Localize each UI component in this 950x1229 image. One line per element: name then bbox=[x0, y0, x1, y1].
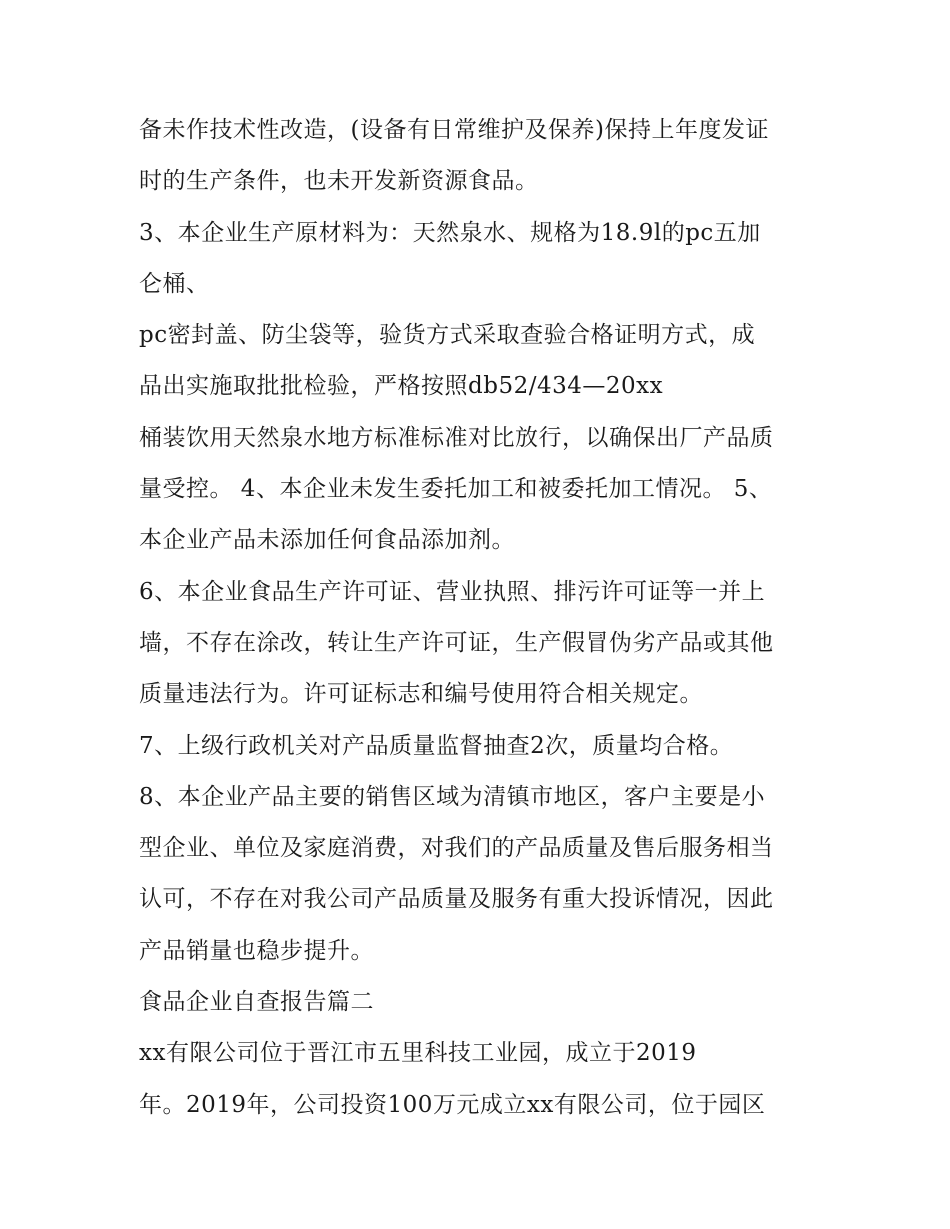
text-line: 仑桶、 bbox=[139, 270, 210, 297]
text-line: 6、本企业食品生产许可证、营业执照、排污许可证等一并上 bbox=[139, 578, 766, 605]
text-line: 7、上级行政机关对产品质量监督抽查2次，质量均合格。 bbox=[139, 732, 734, 759]
text-line: 品出实施取批批检验，严格按照db52/434—20xx bbox=[139, 373, 664, 400]
text-line: 年。2019年，公司投资100万元成立xx有限公司，位于园区 bbox=[139, 1091, 766, 1118]
text-line: 量受控。 4、本企业未发生委托加工和被委托加工情况。 5、 bbox=[139, 476, 773, 503]
text-line: 3、本企业生产原材料为：天然泉水、规格为18.9l的pc五加 bbox=[139, 219, 761, 246]
text-line: 型企业、单位及家庭消费，对我们的产品质量及售后服务相当 bbox=[139, 835, 774, 862]
text-line: 时的生产条件，也未开发新资源食品。 bbox=[139, 168, 539, 195]
text-line: pc密封盖、防尘袋等，验货方式采取查验合格证明方式，成 bbox=[139, 322, 756, 349]
text-line: xx有限公司位于晋江市五里科技工业园，成立于2019 bbox=[139, 1040, 697, 1067]
text-line: 认可，不存在对我公司产品质量及服务有重大投诉情况，因此 bbox=[139, 886, 774, 913]
text-line: 墙，不存在涂改，转让生产许可证，生产假冒伪劣产品或其他 bbox=[139, 629, 774, 656]
text-line: 本企业产品未添加任何食品添加剂。 bbox=[139, 527, 515, 554]
text-line: 8、本企业产品主要的销售区域为清镇市地区，客户主要是小 bbox=[139, 783, 766, 810]
text-line: 质量违法行为。许可证标志和编号使用符合相关规定。 bbox=[139, 681, 703, 708]
section-heading: 食品企业自查报告篇二 bbox=[139, 989, 374, 1016]
text-line: 备未作技术性改造，(设备有日常维护及保养)保持上年度发证 bbox=[139, 117, 769, 143]
document-body bbox=[139, 105, 829, 1131]
text-line: 桶装饮用天然泉水地方标准标准对比放行，以确保出厂产品质 bbox=[139, 424, 774, 451]
text-line: 产品销量也稳步提升。 bbox=[139, 937, 374, 964]
